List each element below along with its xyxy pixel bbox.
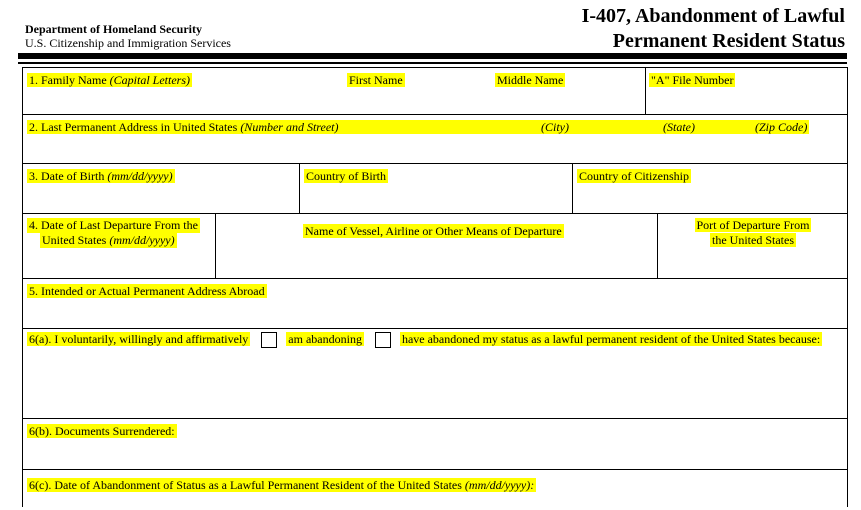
- a-file-number-field[interactable]: [645, 68, 847, 115]
- date-of-birth-field[interactable]: [23, 164, 299, 214]
- country-of-citizenship-field[interactable]: [572, 164, 847, 214]
- date-of-birth-format: (mm/dd/yyyy): [107, 169, 173, 183]
- last-address-field[interactable]: [23, 115, 847, 164]
- am-abandoning-checkbox[interactable]: [261, 332, 277, 348]
- vessel-label: Name of Vessel, Airline or Other Means of Departure: [305, 224, 562, 238]
- date-of-birth-text: 3. Date of Birth: [29, 169, 105, 183]
- agency-name: U.S. Citizenship and Immigration Services: [25, 36, 231, 50]
- last-address-text: 2. Last Permanent Address in United States: [29, 120, 238, 134]
- statement-6a-intro: [27, 332, 250, 346]
- departure-date-field[interactable]: [23, 214, 215, 279]
- row-address-abroad: [23, 278, 847, 329]
- port-of-departure-field[interactable]: [657, 214, 847, 279]
- documents-prefix: 6(b).: [29, 424, 52, 438]
- row-departure: [23, 213, 847, 279]
- form-title-line1: I-407, Abandonment of Lawful: [581, 5, 845, 27]
- row-address: [23, 114, 847, 164]
- abandonment-date-label: [27, 478, 536, 492]
- middle-name-label: Middle Name: [497, 73, 564, 87]
- departure-date-line2: [40, 233, 177, 248]
- header-rule-thick: [18, 53, 847, 59]
- header-rule-thin: [18, 62, 847, 64]
- documents-surrendered-label: [27, 424, 177, 438]
- form-body: [22, 67, 848, 507]
- department-name: Department of Homeland Security: [25, 22, 202, 36]
- family-name-hint: (Capital Letters): [109, 73, 190, 87]
- name-field[interactable]: [23, 68, 645, 115]
- country-of-citizenship-label: Country of Citizenship: [579, 169, 689, 183]
- first-name-label: First Name: [349, 73, 403, 87]
- have-abandoned-label: have abandoned my status as a lawful permanent resident of the United States because:: [401, 332, 821, 346]
- abandonment-date-prefix: 6(c).: [29, 478, 52, 492]
- country-of-birth-label: Country of Birth: [306, 169, 386, 183]
- port-line2: the United States: [712, 233, 794, 247]
- address-abroad-field[interactable]: [23, 279, 847, 329]
- family-name-label: [27, 73, 192, 87]
- vessel-field[interactable]: [215, 214, 657, 279]
- country-of-birth-field[interactable]: [299, 164, 572, 214]
- last-address-label: [27, 120, 809, 134]
- zip-hint: (Zip Code): [755, 120, 808, 134]
- form-title-line2: Permanent Resident Status: [612, 30, 845, 52]
- have-abandoned-checkbox[interactable]: [375, 332, 391, 348]
- row-6a: [23, 328, 847, 419]
- departure-date-line1: 4. Date of Last Departure From the: [29, 218, 198, 232]
- am-abandoning-label: am abandoning: [288, 332, 362, 346]
- family-name-text: 1. Family Name: [29, 73, 107, 87]
- departure-date-format: (mm/dd/yyyy): [109, 233, 175, 247]
- departure-date-line2-text: United States: [42, 233, 107, 247]
- state-hint: (State): [663, 120, 695, 134]
- row-names: [23, 67, 847, 115]
- abandonment-statement: [27, 332, 822, 348]
- row-birth: [23, 163, 847, 214]
- statement-6a-prefix: 6(a).: [29, 332, 52, 346]
- agency-header: [25, 22, 231, 50]
- abandonment-date-text: Date of Abandonment of Status as a Lawful Permanent Resident of the United States: [54, 478, 462, 492]
- form-title: [582, 4, 845, 54]
- date-of-birth-label: [27, 169, 175, 183]
- city-hint: (City): [541, 120, 569, 134]
- abandonment-date-field[interactable]: [23, 470, 847, 510]
- address-abroad-label: 5. Intended or Actual Permanent Address Abroad: [29, 284, 265, 298]
- row-6b: [23, 418, 847, 470]
- street-hint: (Number and Street): [240, 120, 339, 134]
- departure-date-label: [27, 218, 200, 248]
- abandonment-reason-field[interactable]: [23, 329, 847, 419]
- abandonment-date-format: (mm/dd/yyyy):: [464, 478, 535, 492]
- a-file-number-label: "A" File Number: [651, 73, 734, 87]
- port-of-departure-label: [658, 218, 848, 248]
- documents-surrendered-field[interactable]: [23, 419, 847, 470]
- documents-text: Documents Surrendered:: [55, 424, 175, 438]
- port-line1: Port of Departure From: [696, 218, 810, 232]
- row-6c: [23, 469, 847, 510]
- statement-6a-text: I voluntarily, willingly and affirmatively: [54, 332, 249, 346]
